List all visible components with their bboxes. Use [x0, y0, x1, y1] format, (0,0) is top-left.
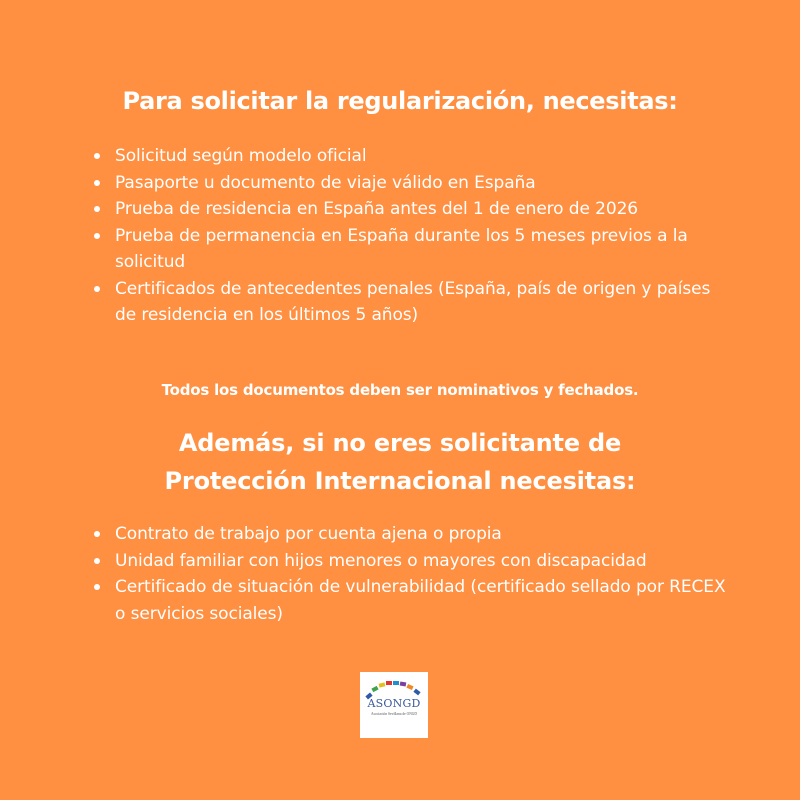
section1-heading: Para solicitar la regularización, necesitas:: [122, 87, 678, 115]
section2-heading: [0, 424, 800, 500]
list-item: [94, 196, 734, 223]
list-item: [94, 223, 734, 276]
bullet-icon: [94, 233, 100, 239]
bullet-icon: [94, 531, 100, 537]
bullet-icon: [94, 206, 100, 212]
asongd-logo: [360, 672, 428, 738]
bullet-icon: [94, 180, 100, 186]
list-item-text: Unidad familiar con hijos menores o mayores con discapacidad: [115, 550, 647, 571]
list-item-text: Certificados de antecedentes penales (España, país de origen y países de residencia en los últimos 5 años): [115, 278, 711, 325]
logo-name: ASONGD: [367, 697, 421, 710]
list-item-text: Contrato de trabajo por cuenta ajena o propia: [115, 524, 502, 544]
bullet-icon: [94, 584, 100, 590]
list-item: [94, 548, 734, 575]
list-item-text: Certificado de situación de vulnerabilidad (certificado sellado por RECEX o servicios sociales): [115, 577, 726, 624]
additional-requirements-list: [94, 521, 734, 627]
list-item-text: Prueba de residencia en España antes del 1 de enero de 2026: [115, 199, 639, 219]
list-item: [94, 143, 734, 170]
list-item: [94, 170, 734, 197]
list-item-text: Pasaporte u documento de viaje válido en España: [115, 172, 536, 193]
list-item-text: Solicitud según modelo oficial: [115, 146, 367, 166]
bullet-icon: [94, 286, 100, 292]
documents-note: Todos los documentos deben ser nominativos y fechados.: [161, 381, 639, 399]
section2-heading-line2: Protección Internacional necesitas:: [164, 467, 636, 495]
bullet-icon: [94, 153, 100, 159]
list-item: [94, 521, 734, 548]
bullet-icon: [94, 558, 100, 564]
section2-heading-line1: Además, si no eres solicitante de: [178, 429, 622, 457]
list-item-text: Prueba de permanencia en España durante los 5 meses previos a la solicitud: [115, 225, 688, 272]
logo-subtitle: Asociación Sevillana de ONGD: [370, 712, 417, 716]
list-item: [94, 276, 734, 329]
requirements-list: [94, 143, 734, 329]
list-item: [94, 574, 734, 627]
